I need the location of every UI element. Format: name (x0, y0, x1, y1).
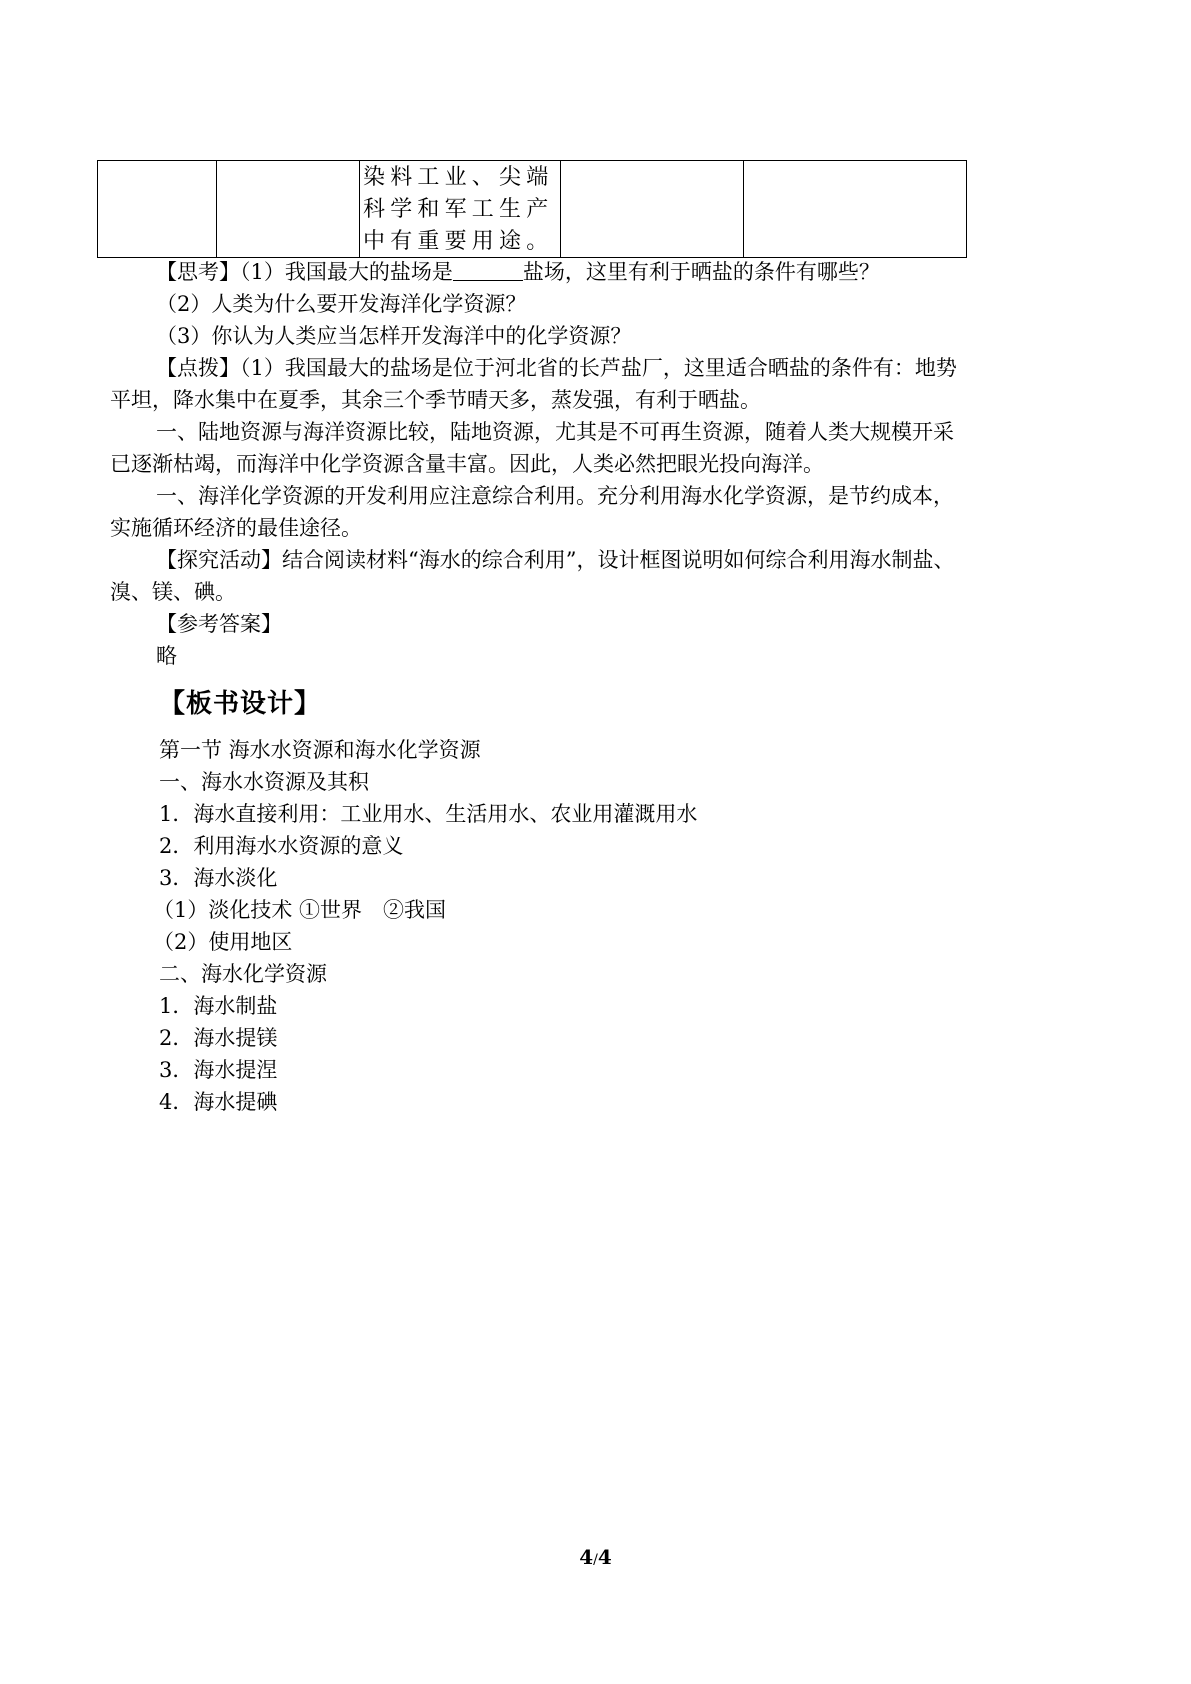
table-cell (217, 161, 360, 258)
think-q3: （3）你认为人类应当怎样开发海洋中的化学资源？ (156, 324, 632, 348)
board-line: 1．海水直接利用：工业用水、生活用水、农业用灌溉用水 (159, 802, 698, 826)
board-line: 3．海水提涅 (159, 1058, 278, 1082)
board-line: 2．利用海水水资源的意义 (159, 834, 404, 858)
hint-3a: 一、海洋化学资源的开发利用应注意综合利用。充分利用海水化学资源，是节约成本， (156, 484, 954, 508)
hint-1 (110, 352, 1100, 384)
page-number (0, 1545, 1191, 1569)
board-line: 二、海水化学资源 (159, 962, 327, 986)
think-q1 (110, 256, 1100, 288)
table-row (98, 161, 967, 258)
board-line: 第一节 海水水资源和海水化学资源 (159, 738, 481, 762)
board-line: 一、海水水资源及其积 (159, 770, 369, 794)
table-cell (360, 161, 561, 258)
board-design (153, 734, 698, 1118)
body-text (110, 256, 1100, 672)
board-line: 2．海水提镁 (159, 1026, 278, 1050)
think-q2: （2）人类为什么要开发海洋化学资源？ (156, 292, 527, 316)
board-design-heading: 【板书设计】 (159, 689, 322, 719)
table-cell-line: 染料工业、尖端 (363, 165, 554, 190)
hint-3b: 实施循环经济的最佳途径。 (110, 516, 362, 540)
hint-1b: 平坦，降水集中在夏季，其余三个季节晴天多，蒸发强，有利于晒盐。 (110, 388, 761, 412)
table-cell-line: 科学和军工生产 (363, 197, 554, 222)
page-separator: / (593, 1552, 598, 1568)
board-line: 4．海水提碘 (159, 1090, 278, 1114)
table-cell (561, 161, 744, 258)
hint-2a: 一、陆地资源与海洋资源比较，陆地资源，尤其是不可再生资源，随着人类大规模开采 (156, 420, 954, 444)
board-line: 3．海水淡化 (159, 866, 278, 890)
explore-b: 溴、镁、碘。 (110, 580, 236, 604)
table-cell (98, 161, 217, 258)
answer-text: 略 (156, 644, 177, 668)
page-current: 4 (579, 1545, 594, 1569)
think-q1-post: 盐场，这里有利于晒盐的条件有哪些？ (522, 260, 880, 284)
answer-blank (453, 260, 523, 281)
board-line: （1）淡化技术 ①世界 ②我国 (153, 898, 447, 922)
think-label: 【思考】 (156, 260, 240, 284)
hint-1a: （1）我国最大的盐场是位于河北省的长芦盐厂，这里适合晒盐的条件有：地势 (240, 356, 957, 380)
table-cell (744, 161, 967, 258)
think-q1-pre: （1）我国最大的盐场是 (240, 260, 453, 284)
board-line: （2）使用地区 (153, 930, 293, 954)
board-line: 1．海水制盐 (159, 994, 278, 1018)
hint-label: 【点拨】 (156, 356, 240, 380)
hint-2b: 已逐渐枯竭，而海洋中化学资源含量丰富。因此，人类必然把眼光投向海洋。 (110, 452, 824, 476)
page-total: 4 (597, 1545, 612, 1569)
answer-label: 【参考答案】 (156, 612, 282, 636)
table-cell-line: 中有重要用途。 (363, 229, 554, 254)
continued-table (97, 160, 967, 258)
explore-a: 【探究活动】结合阅读材料“海水的综合利用”，设计框图说明如何综合利用海水制盐、 (156, 548, 955, 572)
